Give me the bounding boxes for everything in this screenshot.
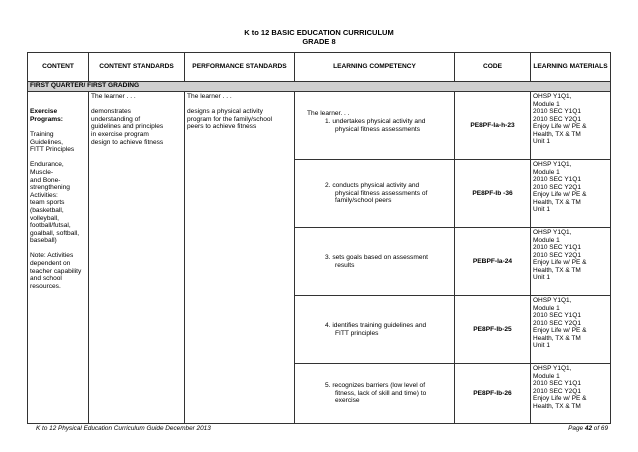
page-prefix: Page (568, 425, 584, 432)
material-item: Health, TX & TM (533, 130, 581, 138)
competency-text: family/school peers (335, 197, 392, 205)
code-cell: PEBPF-Ia-24 (455, 228, 531, 296)
page-title: K to 12 BASIC EDUCATION CURRICULUM (244, 28, 394, 37)
content-note: Note: Activities (30, 252, 74, 260)
material-item: Enjoy Life w/ PE & (533, 327, 587, 334)
material-item: Unit 1 (533, 342, 550, 349)
content-standards-cell (89, 92, 185, 424)
material-item: OHSP Y1Q1, (533, 229, 572, 236)
material-item: 2010 SEC Y2Q1 (533, 115, 581, 123)
material-item: Unit 1 (533, 138, 550, 145)
content-text: baseball) (30, 237, 57, 245)
content-note: resources. (30, 282, 61, 290)
competency-text: exercise (335, 397, 360, 405)
competency-text: results (335, 261, 355, 269)
column-header: CODE (455, 53, 531, 82)
material-item: Module 1 (533, 168, 560, 176)
code-cell: PE8PF-Ib-26 (455, 364, 531, 424)
content-standards-text: guidelines and principles (91, 123, 164, 131)
code-cell: PE8PF-Ia-h-23 (455, 92, 531, 160)
material-item: 2010 SEC Y1Q1 (533, 176, 581, 183)
content-cell (28, 92, 89, 424)
material-item: Health, TX & TM (533, 334, 581, 342)
competency-text: 3. sets goals based on assessment (325, 253, 428, 261)
material-item: Module 1 (533, 372, 560, 380)
materials-cell (531, 160, 611, 228)
material-item: 2010 SEC Y2Q1 (533, 251, 581, 259)
material-item: Unit 1 (533, 206, 550, 213)
content-title: Programs: (30, 115, 63, 123)
competency-cell (295, 364, 455, 424)
competency-text: 1. undertakes physical activity and (325, 117, 426, 125)
material-item: Module 1 (533, 304, 560, 312)
material-item: Enjoy Life w/ PE & (533, 123, 587, 130)
footer-document-title: K to 12 Physical Education Curriculum Guide December 2013 (36, 425, 211, 432)
content-note: dependent on (30, 260, 71, 268)
material-item: Health, TX & TM (533, 198, 581, 206)
content-text: strengthening (30, 184, 70, 192)
content-text: Endurance, Muscle- (30, 161, 64, 176)
curriculum-table (27, 52, 611, 424)
performance-standards-intro: The learner . . . (187, 93, 232, 100)
material-item: 2010 SEC Y1Q1 (533, 380, 581, 387)
competency-intro: The learner. . . (307, 110, 350, 118)
materials-cell (531, 228, 611, 296)
competency-cell (295, 228, 455, 296)
content-text: and Bone- (30, 176, 61, 184)
material-item: 2010 SEC Y1Q1 (533, 312, 581, 319)
material-item: Health, TX & TM (533, 402, 581, 410)
material-item: 2010 SEC Y1Q1 (533, 108, 581, 115)
competency-cell (295, 92, 455, 160)
column-header: LEARNING COMPETENCY (295, 53, 455, 82)
material-item: 2010 SEC Y2Q1 (533, 387, 581, 395)
content-title: Exercise (30, 108, 58, 116)
competency-text: physical fitness assessments of (335, 189, 428, 197)
material-item: Enjoy Life w/ PE & (533, 259, 587, 266)
competency-cell (295, 160, 455, 228)
content-standards-text: understanding of (91, 115, 141, 123)
column-header: CONTENT (28, 53, 89, 82)
material-item: Module 1 (533, 236, 560, 244)
competency-text: physical fitness assessments (335, 125, 421, 133)
quarter-label: FIRST QUARTER/ FIRST GRADING (28, 82, 611, 92)
code-cell: PE8PF-Ib-25 (455, 296, 531, 364)
material-item: Unit 1 (533, 274, 550, 281)
material-item: Health, TX & TM (533, 266, 581, 274)
competency-text: FITT principles (335, 329, 379, 337)
competency-text: 5. recognizes barriers (low level of (325, 382, 426, 390)
quarter-row (28, 82, 611, 92)
code-cell: PE8PF-Ib -36 (455, 160, 531, 228)
content-standards-intro: The learner . . . (91, 93, 136, 100)
competency-cell (295, 296, 455, 364)
table-header-row (28, 53, 611, 82)
material-item: Enjoy Life w/ PE & (533, 191, 587, 198)
content-text: FITT Principles (30, 146, 75, 154)
page-subtitle: GRADE 8 (302, 37, 336, 46)
competency-text: 2. conducts physical activity and (325, 182, 420, 190)
content-text: (basketball, (30, 206, 64, 214)
material-item: 2010 SEC Y2Q1 (533, 319, 581, 327)
content-text: football/futsal, (30, 222, 71, 230)
competency-text: 4. identifies training guidelines and (325, 321, 427, 329)
column-header: CONTENT STANDARDS (89, 53, 185, 82)
performance-standards-text: peers to achieve fitness (187, 123, 257, 131)
table-row (28, 92, 611, 160)
content-standards-text: design to achieve fitness (91, 138, 164, 146)
materials-cell (531, 296, 611, 364)
material-item: OHSP Y1Q1, (533, 161, 572, 168)
column-header: PERFORMANCE STANDARDS (185, 53, 295, 82)
column-header: LEARNING MATERIALS (531, 53, 611, 82)
content-note: and school (30, 275, 62, 283)
material-item: Module 1 (533, 100, 560, 108)
page-suffix: of 69 (593, 425, 608, 432)
materials-cell (531, 364, 611, 424)
competency-text: fitness, lack of skill and time) to (335, 389, 427, 397)
material-item: OHSP Y1Q1, (533, 93, 572, 100)
materials-cell (531, 92, 611, 160)
content-text: goalball, softball, (30, 229, 80, 237)
content-text: team sports (30, 199, 65, 207)
footer-page-indicator (568, 425, 608, 432)
content-text: Training Guidelines, (30, 130, 63, 146)
material-item: 2010 SEC Y2Q1 (533, 183, 581, 191)
content-standards-text: demonstrates (91, 108, 131, 116)
content-text: Activities: (30, 191, 58, 199)
page-number: 42 (584, 425, 592, 432)
content-note: teacher capability (30, 267, 82, 275)
performance-standards-text: designs a physical activity (187, 108, 263, 116)
content-standards-text: in exercise program (91, 130, 149, 138)
material-item: Enjoy Life w/ PE & (533, 395, 587, 402)
content-text: volleyball, (30, 214, 59, 222)
performance-standards-text: program for the family/school (187, 115, 273, 123)
material-item: 2010 SEC Y1Q1 (533, 244, 581, 251)
material-item: OHSP Y1Q1, (533, 365, 572, 372)
performance-standards-cell (185, 92, 295, 424)
material-item: OHSP Y1Q1, (533, 297, 572, 304)
